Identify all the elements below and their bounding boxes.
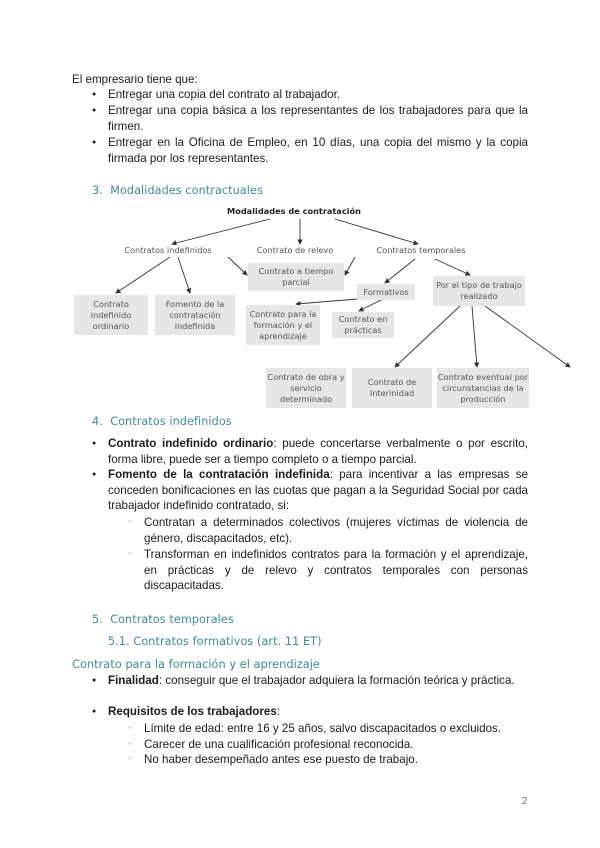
section-title: Modalidades contractuales: [110, 184, 263, 197]
finalidad-item: [108, 673, 528, 689]
diagram-node-formativos: Formativos: [357, 284, 415, 300]
requisitos-item: [108, 704, 528, 720]
section-number: 3.: [92, 184, 103, 197]
diagram-node-temporales: Contratos temporales: [368, 245, 474, 256]
formacion-heading: Contrato para la formación y el aprendizaje: [72, 657, 320, 671]
requisito-sub-item: No haber desempeñado antes ese puesto de trabajo.: [144, 753, 418, 766]
diagram-node-tipo-trabajo: Por el tipo de trabajo realizado: [433, 276, 525, 306]
term-text: :: [276, 705, 281, 718]
section-number: 5.: [92, 613, 103, 626]
term-bold: Finalidad: [108, 674, 159, 687]
bullet-icon: ●: [92, 677, 97, 684]
intro-item: Entregar en la Oficina de Empleo, en 10 días, una copia del mismo y la copia firmada por los representantes.: [108, 136, 528, 165]
diagram-node-formacion-aprendizaje: Contrato para la formación y el aprendizaje: [246, 305, 320, 345]
diagram-node-fomento: Fomento de la contratación indefinida: [155, 295, 235, 335]
sub-bullet-icon: ○: [128, 519, 132, 525]
sub-bullet-icon: ○: [128, 741, 132, 747]
fomento-sub-item: Contratan a determinados colectivos (mujeres víctimas de violencia de género, discapacitados, etc).: [144, 516, 528, 545]
term-bold: Requisitos de los trabajadores: [108, 705, 277, 718]
indefinido-ordinario-item: [108, 436, 528, 467]
requisito-sub-item: Carecer de una cualificación profesional reconocida.: [144, 738, 414, 751]
sub-bullet-icon: ○: [128, 756, 132, 762]
section-4-heading: [92, 415, 232, 428]
sub-bullet-icon: ○: [128, 551, 132, 557]
fomento-sub-item: Transforman en indefinidos contratos para la formación y el aprendizaje, en prácticas y de relevo y contratos temporales con personas discapacitadas.: [144, 548, 528, 592]
term-text: : conseguir que el trabajador adquiera la formación teórica y práctica.: [158, 674, 515, 687]
bullet-icon: ●: [92, 91, 97, 98]
intro-item: Entregar una copia básica a los representantes de los trabajadores para que la firmen.: [108, 104, 528, 133]
diagram-node-parcial: Contrato a tiempo parcial: [248, 263, 344, 291]
subsection-title: Contratos formativos (art. 11 ET): [133, 635, 322, 648]
bullet-icon: ●: [92, 107, 97, 114]
diagram-node-relevo: Contrato de relevo: [248, 245, 342, 256]
sub-bullet-icon: ○: [128, 725, 132, 731]
diagram-node-indefinidos: Contratos indefinidos: [116, 245, 220, 256]
term-bold: Contrato indefinido ordinario: [108, 437, 274, 450]
diagram-root: Modalidades de contratación: [222, 206, 366, 217]
diagram-node-obra: Contrato de obra y servicio determinado: [266, 368, 346, 408]
term-bold: Fomento de la contratación indefinida: [108, 468, 330, 481]
diagram-node-eventual: Contrato eventual por circunstancias de la producción: [437, 368, 529, 408]
diagram-node-interinidad: Contrato de Interinidad: [352, 368, 432, 408]
requisito-sub-item: Límite de edad: entre 16 y 25 años, salvo discapacitados o excluidos.: [144, 722, 502, 735]
bullet-icon: ●: [92, 708, 97, 715]
subsection-5-1-heading: [108, 635, 322, 648]
section-number: 4.: [92, 415, 103, 428]
diagram-node-practicas: Contrato en prácticas: [332, 312, 394, 338]
diagram-node-ordinario: Contrato indefinido ordinario: [74, 295, 148, 335]
section-title: Contratos temporales: [110, 613, 234, 626]
term-text: : puede concertarse verbalmente o por escrito, forma libre, puede ser a tiempo completo o a tiempo parcial.: [108, 437, 528, 466]
bullet-icon: ●: [92, 139, 97, 146]
subsection-number: 5.1.: [108, 635, 130, 648]
page-number: 2: [521, 796, 528, 807]
bullet-icon: ●: [92, 471, 97, 478]
bullet-icon: ●: [92, 440, 97, 447]
intro-item: Entregar una copia del contrato al trabajador.: [108, 88, 341, 101]
fomento-item: [108, 467, 528, 514]
section-5-heading: [92, 613, 234, 626]
term-text: : para incentivar a las empresas se conceden bonificaciones en las cuotas que pagan a la Seguridad Social por cada trabajador indefinido contratado, si:: [108, 468, 528, 512]
intro-lead: El empresario tiene que:: [72, 73, 198, 86]
section-title: Contratos indefinidos: [110, 415, 232, 428]
